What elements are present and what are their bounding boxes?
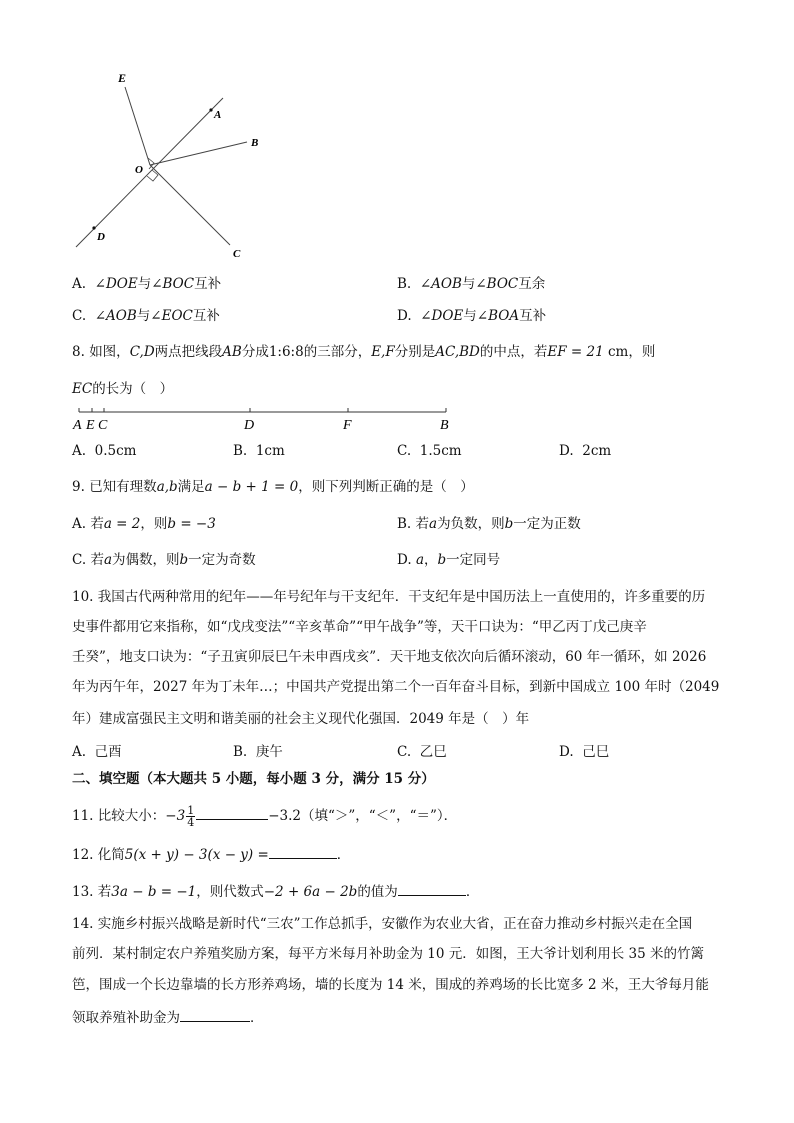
q7-option-d[interactable]: D. ∠DOE与∠BOA互补 xyxy=(397,308,547,324)
q9-stem: 9. 已知有理数a,b满足a − b + 1 = 0，则下列判断正确的是（ ） xyxy=(72,479,474,495)
q10-line-2: 史事件都用它来指称，如“戊戌变法”“辛亥革命”“甲午战争”等，天干口诀为：“甲乙丙丁戊己庚辛 xyxy=(72,619,647,635)
q10-option-d[interactable]: D. 己巳 xyxy=(559,744,610,760)
q14-line-3: 笆，围成一个长边靠墙的长方形养鸡场，墙的长度为 14 米，围成的养鸡场的长比宽多 2 米，王大爷每月能 xyxy=(72,977,709,993)
q10-line-5: 年）建成富强民主文明和谐美丽的社会主义现代化强国．2049 年是（ ）年 xyxy=(72,711,530,727)
label-E: E xyxy=(118,71,127,85)
label-C: C xyxy=(233,248,241,260)
q8-stem-line2: EC的长为（ ） xyxy=(72,381,174,397)
label-B: B xyxy=(251,137,259,149)
q7-option-a[interactable]: A. ∠DOE与∠BOC互补 xyxy=(72,276,222,292)
q7-option-b[interactable]: B. ∠AOB与∠BOC互余 xyxy=(397,276,546,292)
q11: 11. 比较大小：−3 $\frac{1}{4}$ −3.2（填“＞”，“＜”，“＝”）． xyxy=(72,804,458,829)
q14-line-2: 前列．某村制定农户养殖奖励方案，每平方米每月补助金为 10 元．如图，王大爷计划利用长 35 米的竹篱 xyxy=(72,946,705,962)
q12: 12. 化简5(x + y) − 3(x − y) = ． xyxy=(72,844,350,865)
seg-label-A: A xyxy=(73,418,82,433)
q10-line-4: 年为丙午年，2027 年为丁未年…；中国共产党提出第二个一百年奋斗目标，到新中国成立 100 年时（2049 xyxy=(72,679,720,695)
label-D: D xyxy=(97,231,105,243)
q9-option-b[interactable]: B. 若a为负数，则b一定为正数 xyxy=(397,516,581,532)
q8-option-d[interactable]: D. 2cm xyxy=(559,443,612,459)
angle-figure xyxy=(60,60,280,270)
q13-answer-blank[interactable] xyxy=(398,881,466,896)
seg-label-E: E xyxy=(86,418,95,433)
q12-answer-blank[interactable] xyxy=(269,844,337,859)
segment-figure xyxy=(70,400,460,434)
seg-label-F: F xyxy=(343,418,352,433)
mixed-fraction: $\frac{1}{4}$ xyxy=(187,804,195,829)
q7-option-c[interactable]: C. ∠AOB与∠EOC互补 xyxy=(72,308,220,324)
q10-option-c[interactable]: C. 乙巳 xyxy=(397,744,447,760)
q13: 13. 若3a − b = −1，则代数式−2 + 6a − 2b的值为 ． xyxy=(72,881,479,902)
q9-option-c[interactable]: C. 若a为偶数，则b一定为奇数 xyxy=(72,552,256,568)
section-title: 二、填空题（本大题共 5 小题，每小题 3 分，满分 15 分） xyxy=(72,771,435,787)
q10-line-3: 壬癸”，地支口诀为：“子丑寅卯辰巳午未申酉戌亥”．天干地支依次向后循环滚动，60 年一循环，如 2026 xyxy=(72,649,707,665)
q9-option-d[interactable]: D. a，b一定同号 xyxy=(397,552,501,568)
q14-line-4: 领取养殖补助金为 ． xyxy=(72,1007,264,1028)
q8-stem-line1: 8. 如图，C,D两点把线段AB分成1:6:8的三部分，E,F分别是AC,BD的中点，若EF = 21 cm，则 xyxy=(72,344,656,360)
seg-label-C: C xyxy=(98,418,108,433)
q11-answer-blank[interactable] xyxy=(196,805,268,820)
q14-answer-blank[interactable] xyxy=(180,1007,250,1022)
q10-option-a[interactable]: A. 己酉 xyxy=(72,744,122,760)
q8-option-a[interactable]: A. 0.5cm xyxy=(72,443,137,459)
label-A: A xyxy=(214,109,222,121)
seg-label-B: B xyxy=(440,418,449,433)
q8-option-b[interactable]: B. 1cm xyxy=(233,443,285,459)
q10-option-b[interactable]: B. 庚午 xyxy=(233,744,283,760)
q8-option-c[interactable]: C. 1.5cm xyxy=(397,443,462,459)
seg-label-D: D xyxy=(244,418,255,433)
q14-line-1: 14. 实施乡村振兴战略是新时代“三农”工作总抓手，安徽作为农业大省，正在奋力推动乡村振兴走在全国 xyxy=(72,916,693,932)
q10-line-1: 10. 我国古代两种常用的纪年——年号纪年与干支纪年．干支纪年是中国历法上一直使用的，许多重要的历 xyxy=(72,589,706,605)
q9-option-a[interactable]: A. 若a = 2，则b = −3 xyxy=(72,516,216,532)
label-O: O xyxy=(135,164,143,176)
